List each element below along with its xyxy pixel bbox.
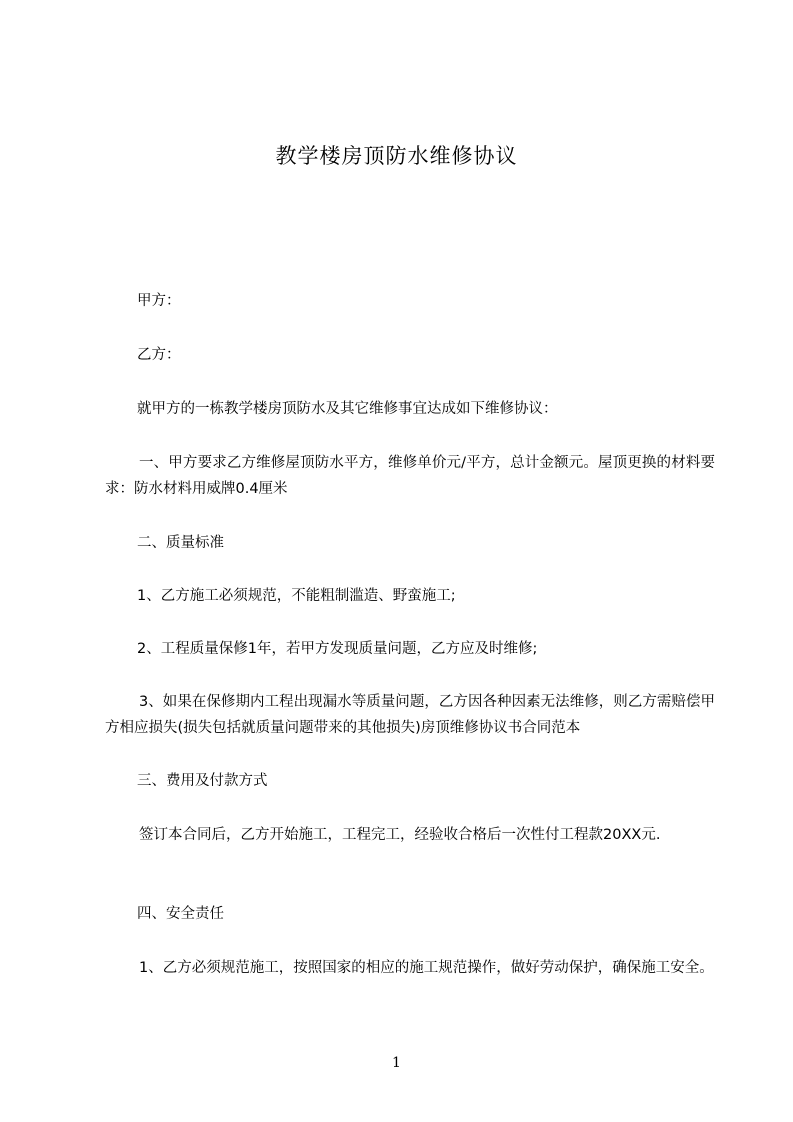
page-number: 1 [392,1055,401,1071]
party-b-line: 乙方： [137,347,181,363]
safety-item-1: 1、乙方必须规范施工，按照国家的相应的施工规范操作，做好劳动保护，确保施工安全。 [139,960,714,976]
section-2-heading: 二、质量标准 [137,535,224,551]
intro-paragraph: 就甲方的一栋教学楼房顶防水及其它维修事宜达成如下维修协议： [137,401,558,417]
section-3-heading: 三、费用及付款方式 [137,773,268,789]
section-4-heading: 四、安全责任 [137,906,224,922]
party-a-line: 甲方： [137,293,181,309]
section-1-paragraph: 一、甲方要求乙方维修屋顶防水平方，维修单价元/平方，总计金额元。屋顶更换的材料要求：防水材料用威牌0.4厘米 [105,455,715,497]
quality-item-2: 2、工程质量保修1年，若甲方发现质量问题，乙方应及时维修; [137,641,538,657]
payment-paragraph: 签订本合同后，乙方开始施工，工程完工，经验收合格后一次性付工程款20XX元. [139,827,661,843]
quality-item-1: 1、乙方施工必须规范，不能粗制滥造、野蛮施工; [137,588,456,604]
document-title: 教学楼房顶防水维修协议 [275,144,518,168]
quality-item-3: 3、如果在保修期内工程出现漏水等质量问题，乙方因各种因素无法维修，则乙方需赔偿甲方相应损失(损失包括就质量问题带来的其他损失)房顶维修协议书合同范本 [105,694,715,736]
